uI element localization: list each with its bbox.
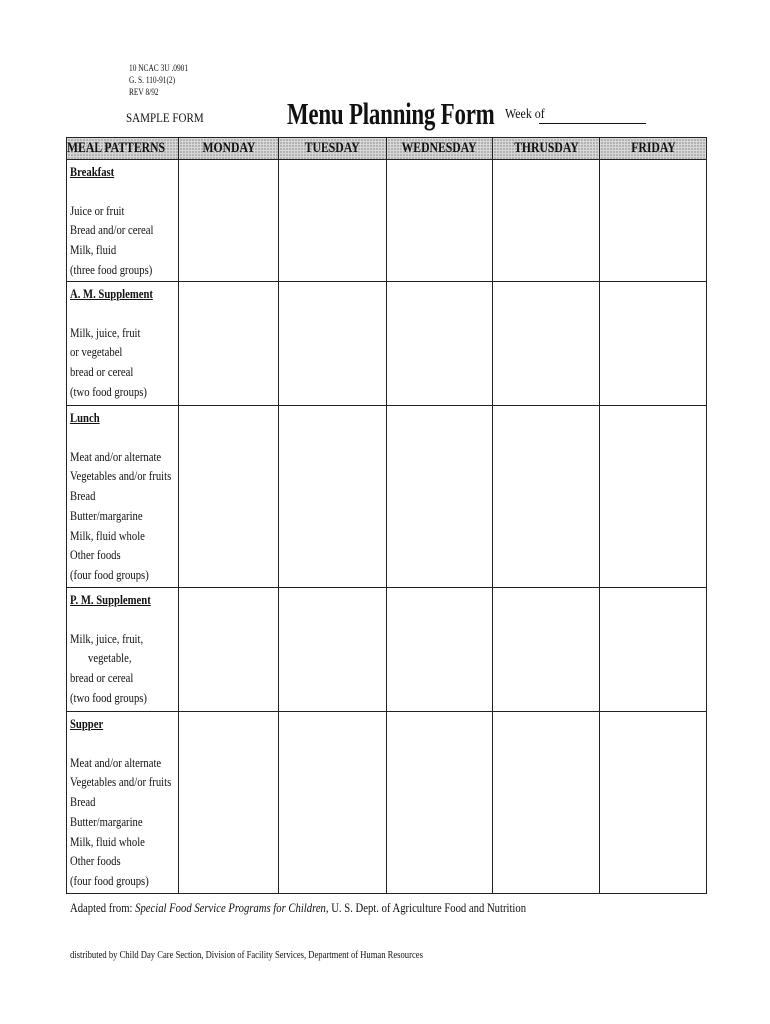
menu-cell-friday[interactable]: [600, 160, 707, 282]
food-item: or vegetabel: [70, 344, 123, 360]
food-item: Vegetables and/or fruits: [70, 468, 172, 484]
table-row-am-supplement: [67, 282, 707, 406]
food-item: Vegetables and/or fruits: [70, 774, 172, 790]
table-row-supper: [67, 712, 707, 894]
menu-cell-friday[interactable]: [600, 406, 707, 588]
meal-pattern-cell: [67, 282, 179, 406]
meal-pattern-cell: [67, 160, 179, 282]
revision-code: REV 8/92: [129, 87, 159, 97]
menu-cell-thursday[interactable]: [493, 712, 600, 894]
meal-heading-am-supplement: A. M. Supplement: [70, 286, 153, 301]
menu-cell-wednesday[interactable]: [387, 712, 493, 894]
menu-cell-monday[interactable]: [179, 282, 279, 406]
meal-heading-breakfast: Breakfast: [70, 164, 115, 179]
adapted-source-title: Special Food Service Programs for Children,: [135, 900, 329, 915]
menu-cell-tuesday[interactable]: [279, 282, 387, 406]
food-item: Milk, juice, fruit,: [70, 630, 144, 646]
column-header-friday: FRIDAY: [600, 138, 707, 160]
column-header-thursday: THRUSDAY: [493, 138, 600, 160]
meal-heading-lunch: Lunch: [70, 410, 100, 425]
regulation-code: 10 NCAC 3U .0901: [129, 63, 189, 73]
table-row-lunch: [67, 406, 707, 588]
food-group-note: (two food groups): [70, 383, 147, 399]
menu-cell-wednesday[interactable]: [387, 406, 493, 588]
menu-table: [66, 137, 707, 894]
menu-cell-friday[interactable]: [600, 712, 707, 894]
menu-cell-wednesday[interactable]: [387, 160, 493, 282]
menu-cell-friday[interactable]: [600, 282, 707, 406]
food-item: Milk, fluid whole: [70, 527, 145, 543]
menu-cell-thursday[interactable]: [493, 160, 600, 282]
week-of-label: Week of: [505, 107, 545, 122]
sample-form-label: SAMPLE FORM: [126, 110, 204, 125]
column-header-tuesday: TUESDAY: [279, 138, 387, 160]
menu-cell-thursday[interactable]: [493, 588, 600, 712]
adapted-from-note: [70, 900, 526, 916]
food-item: Other foods: [70, 547, 121, 563]
menu-cell-friday[interactable]: [600, 588, 707, 712]
food-item: bread or cereal: [70, 670, 134, 686]
meal-pattern-cell: [67, 588, 179, 712]
meal-heading-supper: Supper: [70, 716, 104, 731]
table-row-pm-supplement: [67, 588, 707, 712]
food-item: Milk, fluid whole: [70, 833, 145, 849]
food-item: Milk, juice, fruit: [70, 324, 141, 340]
menu-cell-thursday[interactable]: [493, 406, 600, 588]
food-item: Bread and/or cereal: [70, 222, 154, 238]
food-item: Butter/margarine: [70, 813, 143, 829]
food-item: Meat and/or alternate: [70, 448, 162, 464]
food-item: vegetable,: [88, 650, 132, 666]
distributed-by-note: distributed by Child Day Care Section, Division of Facility Services, Department of Human Resources: [70, 949, 423, 961]
menu-cell-wednesday[interactable]: [387, 282, 493, 406]
adapted-source-agency: U. S. Dept. of Agriculture Food and Nutrition: [328, 900, 527, 915]
meal-pattern-cell: [67, 406, 179, 588]
week-of-field[interactable]: [539, 123, 646, 124]
menu-cell-monday[interactable]: [179, 160, 279, 282]
column-header-wednesday: WEDNESDAY: [387, 138, 493, 160]
menu-cell-thursday[interactable]: [493, 282, 600, 406]
meal-heading-pm-supplement: P. M. Supplement: [70, 592, 151, 607]
statute-code: G. S. 110-91(2): [129, 75, 176, 85]
food-item: Milk, fluid: [70, 242, 117, 258]
food-item: Meat and/or alternate: [70, 754, 162, 770]
menu-cell-monday[interactable]: [179, 588, 279, 712]
food-item: Bread: [70, 488, 96, 504]
food-group-note: (four food groups): [70, 872, 149, 888]
column-header-meal-patterns: MEAL PATTERNS: [67, 138, 179, 160]
menu-cell-monday[interactable]: [179, 406, 279, 588]
food-item: Bread: [70, 794, 96, 810]
food-group-note: (two food groups): [70, 689, 147, 705]
menu-cell-tuesday[interactable]: [279, 406, 387, 588]
food-item: Other foods: [70, 853, 121, 869]
form-title: Menu Planning Form: [287, 96, 495, 131]
menu-cell-wednesday[interactable]: [387, 588, 493, 712]
food-group-note: (three food groups): [70, 261, 153, 277]
header-row: [67, 138, 707, 160]
table-row-breakfast: [67, 160, 707, 282]
food-item: bread or cereal: [70, 364, 134, 380]
regulation-codes: [129, 62, 188, 98]
menu-cell-tuesday[interactable]: [279, 160, 387, 282]
menu-cell-tuesday[interactable]: [279, 712, 387, 894]
food-group-note: (four food groups): [70, 566, 149, 582]
adapted-prefix: Adapted from:: [70, 900, 136, 915]
menu-cell-tuesday[interactable]: [279, 588, 387, 712]
food-item: Juice or fruit: [70, 202, 125, 218]
meal-pattern-cell: [67, 712, 179, 894]
column-header-monday: MONDAY: [179, 138, 279, 160]
menu-cell-monday[interactable]: [179, 712, 279, 894]
food-item: Butter/margarine: [70, 507, 143, 523]
